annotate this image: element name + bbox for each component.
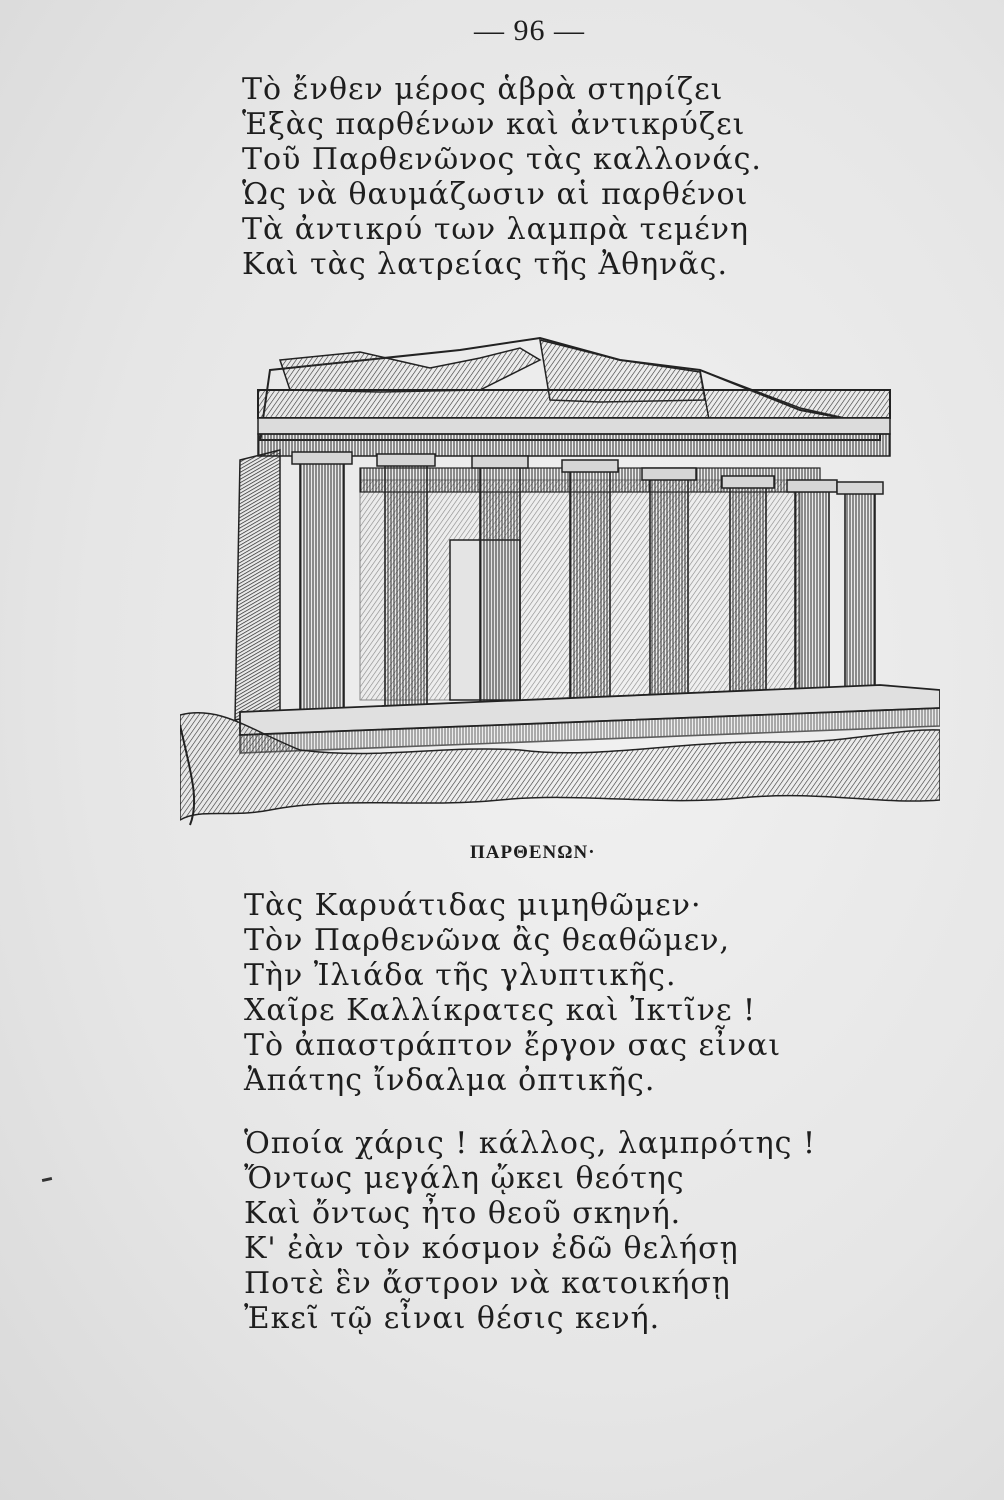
verse-line: Ἀπάτης ἴνδαλμα ὀπτικῆς. bbox=[244, 1063, 656, 1098]
stanza-1 bbox=[242, 72, 762, 282]
verse-line: Καὶ ὄντως ἦτο θεοῦ σκηνή. bbox=[244, 1196, 682, 1231]
verse-line: Χαῖρε Καλλίκρατες καὶ Ἰκτῖνε ! bbox=[244, 993, 757, 1028]
stanza-2 bbox=[244, 888, 781, 1098]
verse-line: Ὡς νὰ θαυμάζωσιν αἱ παρθένοι bbox=[242, 177, 749, 212]
verse-line: Ἐκεῖ τῷ εἶναι θέσις κενή. bbox=[244, 1301, 661, 1336]
verse-line: Τὰ ἀντικρύ των λαμπρὰ τεμένη bbox=[242, 212, 749, 247]
stanza-3 bbox=[244, 1126, 816, 1336]
verse-line: Καὶ τὰς λατρείας τῆς Ἀθηνᾶς. bbox=[242, 247, 729, 282]
verse-line: Ὁποία χάρις ! κάλλος, λαμπρότης ! bbox=[244, 1126, 817, 1161]
verse-line: Ἑξὰς παρθένων καὶ ἀντικρύζει bbox=[242, 107, 746, 142]
verse-line: Τὰς Καρυάτιδας μιμηθῶμεν· bbox=[244, 888, 702, 923]
parthenon-illustration bbox=[180, 330, 940, 830]
verse-line: Τὸν Παρθενῶνα ἂς θεαθῶμεν, bbox=[244, 923, 731, 958]
verse-line: Ὄντως μεγάλη ᾤκει θεότης bbox=[244, 1161, 685, 1196]
illustration-caption: ΠΑΡΘΕΝΩΝ· bbox=[470, 842, 596, 863]
verse-line: Τὸ ἀπαστράπτον ἔργον σας εἶναι bbox=[244, 1028, 782, 1063]
verse-line: Ποτὲ ἓν ἄστρον νὰ κατοικήσῃ bbox=[244, 1266, 731, 1301]
page-number: — 96 — bbox=[474, 14, 585, 47]
verse-line: Τοῦ Παρθενῶνος τὰς καλλονάς. bbox=[242, 142, 762, 177]
verse-line: Κ' ἐὰν τὸν κόσμον ἐδῶ θελήσῃ bbox=[244, 1231, 739, 1266]
verse-line: Τὸ ἔνθεν μέρος ἁβρὰ στηρίζει bbox=[242, 72, 724, 107]
verse-line: Τὴν Ἰλιάδα τῆς γλυπτικῆς. bbox=[244, 958, 677, 993]
